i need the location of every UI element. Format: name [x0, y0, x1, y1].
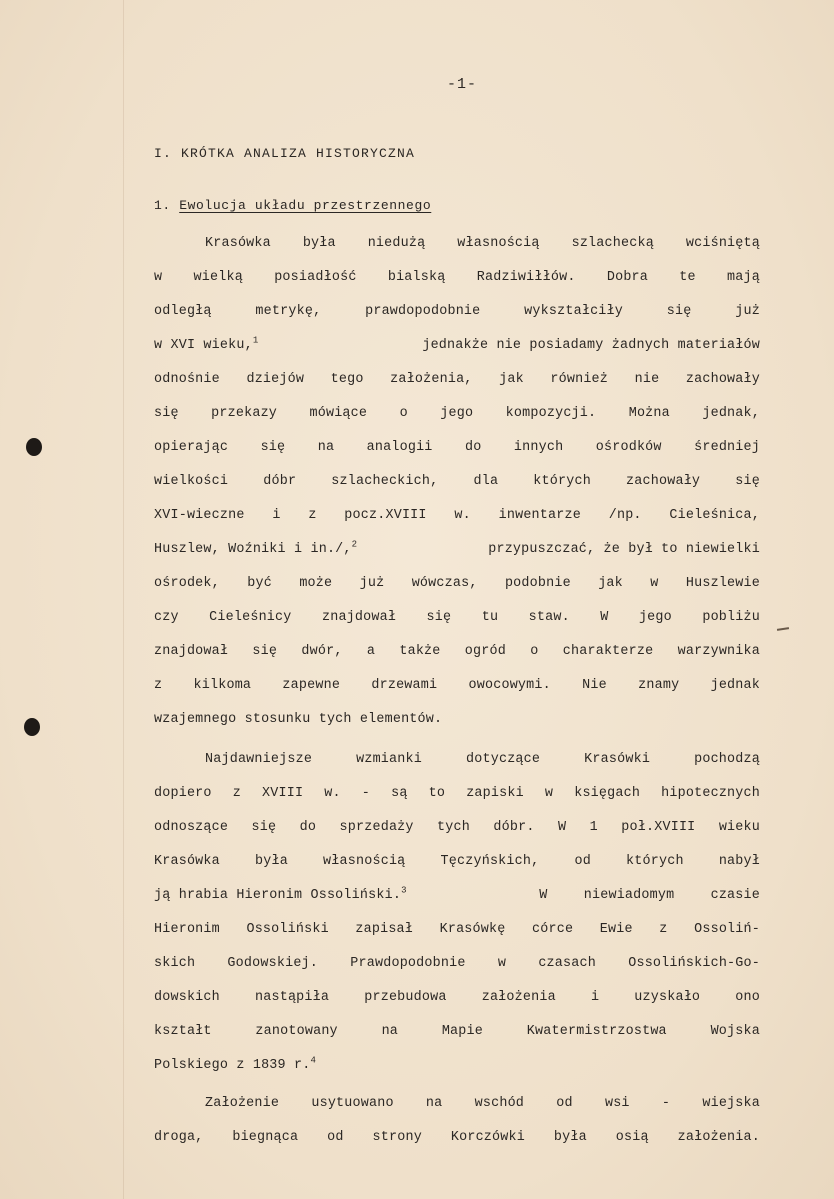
text-line [154, 540, 760, 560]
text-line: ośrodek, być może już wówczas, podobnie jak w Huszlewie [154, 576, 760, 591]
text-line: wzajemnego stosunku tych elementów. [154, 712, 443, 727]
text-line: Krasówka była niedużą własnością szlachecką wciśniętą [205, 236, 760, 251]
text-line: kształt zanotowany na Mapie Kwatermistrzostwa Wojska [154, 1024, 760, 1039]
text-fragment: w XVI wieku,$^1$ [154, 335, 259, 353]
text-line: Hieronim Ossoliński zapisał Krasówkę córce Ewie z Ossoliń- [154, 922, 760, 937]
text-line: dowskich nastąpiła przebudowa założenia i uzyskało ono [154, 990, 760, 1005]
punch-hole-bottom [24, 718, 40, 736]
text-line: znajdował się dwór, a także ogród o charakterze warzywnika [154, 644, 760, 659]
text-line: XVI-wieczne i z pocz.XVIII w. inwentarze /np. Cieleśnica, [154, 508, 760, 523]
footnote-ref: 1 [252, 335, 259, 346]
text-line: w wielką posiadłość bialską Radziwiłłów. Dobra te mają [154, 270, 760, 285]
text-fragment: Huszlew, Woźniki i in./,$^2$ [154, 539, 358, 557]
footnote-ref: 4 [310, 1055, 317, 1066]
text-line: wielkości dóbr szlacheckich, dla których zachowały się [154, 474, 760, 489]
text-fragment: przypuszczać, że był to niewielki [488, 542, 760, 557]
footnote-ref: 3 [401, 885, 407, 896]
text-fragment: jednakże nie posiadamy żadnych materiałów [422, 338, 760, 353]
text-line: Założenie usytuowano na wschód od wsi - wiejska [205, 1096, 760, 1111]
section-number: 1. [154, 198, 171, 213]
text-line: dopiero z XVIII w. - są to zapiski w księgach hipotecznych [154, 786, 760, 801]
text-line: się przekazy mówiące o jego kompozycji. Można jednak, [154, 406, 760, 421]
text-line: czy Cieleśnicy znajdował się tu staw. W jego pobliżu [154, 610, 760, 625]
text-line: z kilkoma zapewne drzewami owocowymi. Nie znamy jednak [154, 678, 760, 693]
text-line: odnośnie dziejów tego założenia, jak również nie zachowały [154, 372, 760, 387]
page-fold-line [123, 0, 124, 1199]
text-fragment: W niewiadomym czasie [539, 888, 760, 903]
text-line [154, 886, 760, 906]
text-line: Najdawniejsze wzmianki dotyczące Krasówki pochodzą [205, 752, 760, 767]
section-title [154, 198, 431, 213]
text-line: odległą metrykę, prawdopodobnie wykształciły się już [154, 304, 760, 319]
page-number: -1- [446, 76, 477, 93]
text-line: skich Godowskiej. Prawdopodobnie w czasach Ossolińskich-Go- [154, 956, 760, 971]
margin-mark [777, 627, 789, 631]
punch-hole-top [26, 438, 42, 456]
text-line: Krasówka była własnością Tęczyńskich, od których nabył [154, 854, 760, 869]
text-fragment: ją hrabia Hieronim Ossoliński.$^3$ [154, 885, 407, 903]
chapter-title: I. KRÓTKA ANALIZA HISTORYCZNA [154, 146, 416, 161]
text-line [154, 336, 760, 356]
section-title-text: Ewolucja układu przestrzennego [179, 198, 432, 213]
text-line: opierając się na analogii do innych ośrodków średniej [154, 440, 760, 455]
text-line: droga, biegnąca od strony Korczówki była osią założenia. [154, 1130, 760, 1145]
footnote-ref: 2 [351, 539, 358, 550]
text-line: Polskiego z 1839 r.$^4$ [154, 1055, 317, 1073]
text-line: odnoszące się do sprzedaży tych dóbr. W 1 poł.XVIII wieku [154, 820, 760, 835]
